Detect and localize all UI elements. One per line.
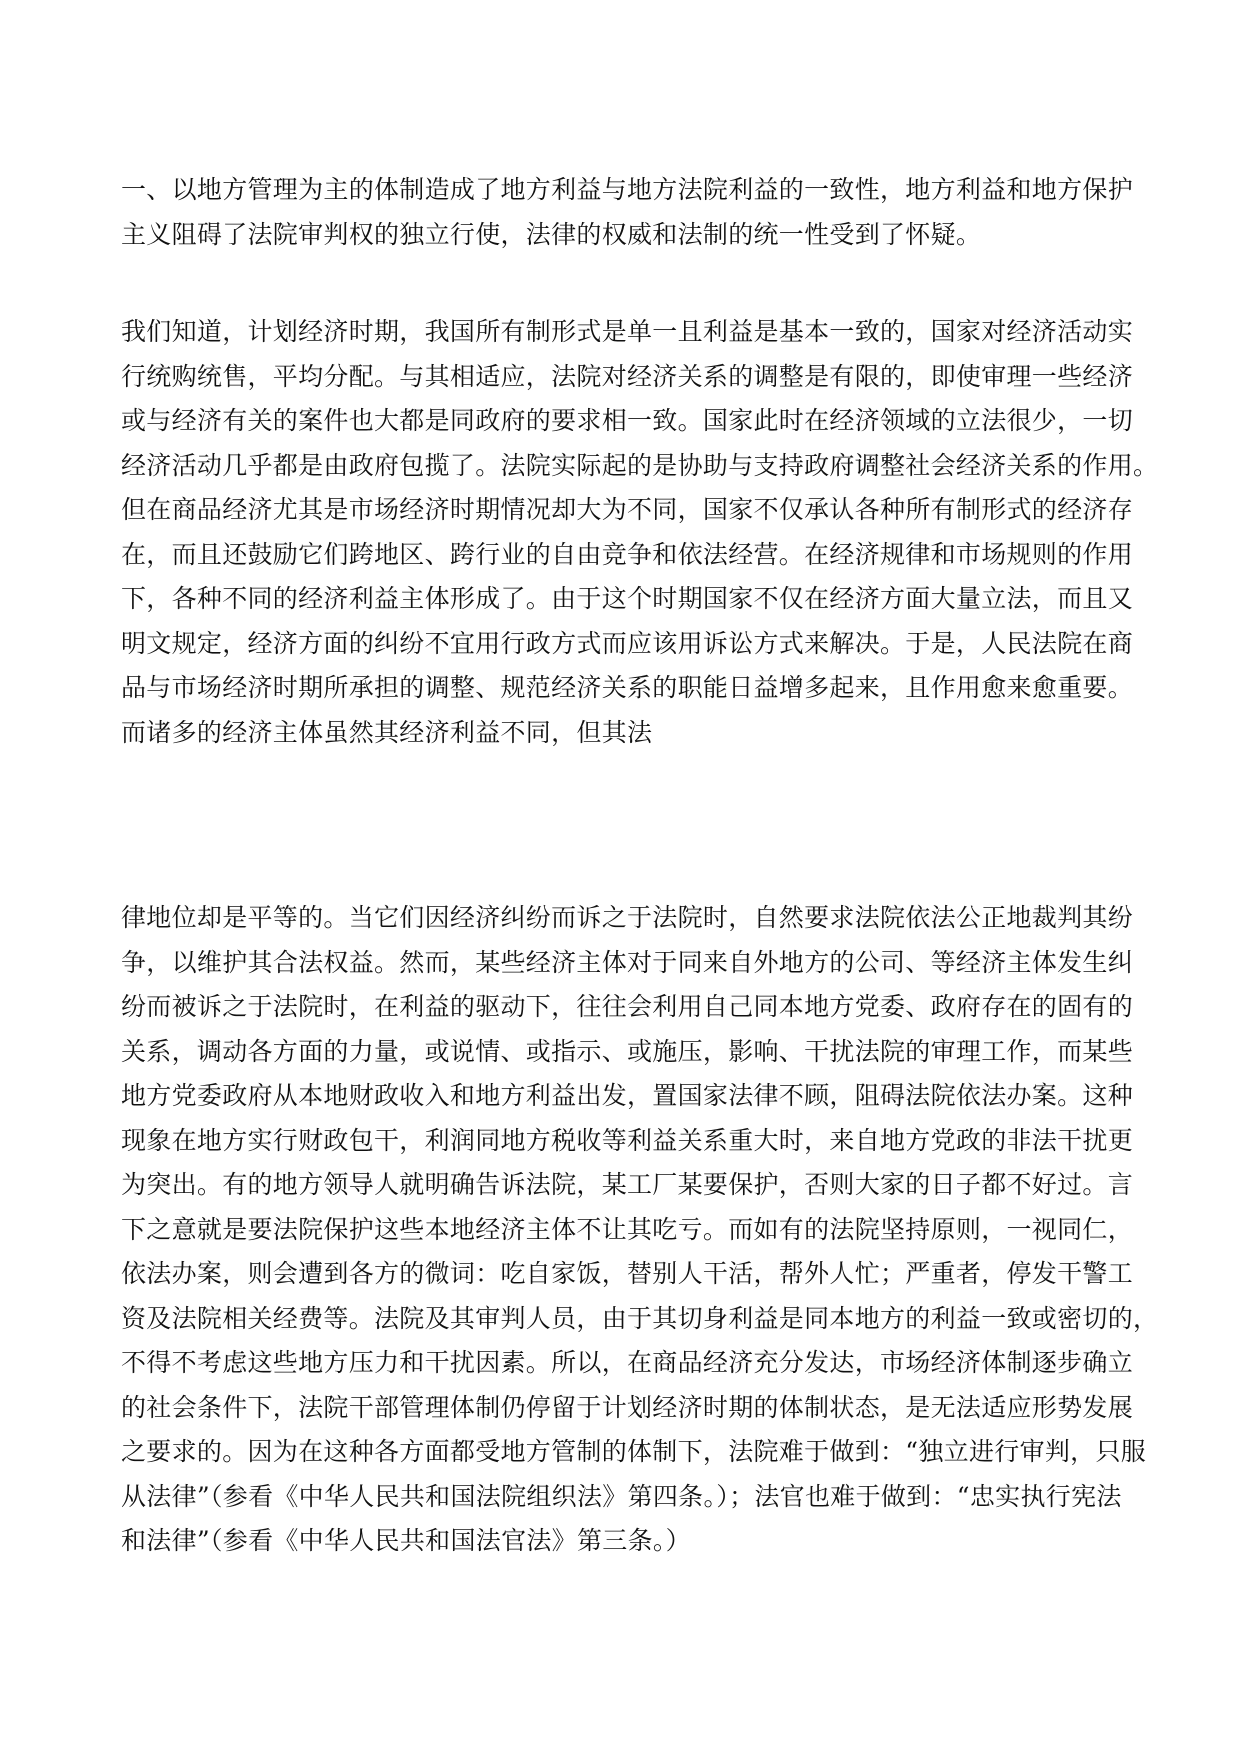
text-line: 的社会条件下，法院干部管理体制仍停留于计划经济时期的体制状态，是无法适应形势发展 <box>121 1392 1134 1422</box>
text-line: 律地位却是平等的。当它们因经济纠纷而诉之于法院时，自然要求法院依法公正地裁判其纷 <box>121 903 1134 932</box>
text-line: 和法律”（参看《中华人民共和国法官法》第三条。） <box>121 1526 691 1555</box>
paragraph-3 <box>121 896 1159 1564</box>
text-line: 下，各种不同的经济利益主体形成了。由于这个时期国家不仅在经济方面大量立法，而且又 <box>121 584 1134 613</box>
text-line: 我们知道，计划经济时期，我国所有制形式是单一且利益是基本一致的，国家对经济活动实 <box>121 317 1134 346</box>
text-line: 一、以地方管理为主的体制造成了地方利益与地方法院利益的一致性，地方利益和地方保护 <box>121 175 1134 204</box>
text-line: 资及法院相关经费等。法院及其审判人员，由于其切身利益是同本地方的利益一致或密切的， <box>121 1303 1159 1333</box>
text-line: 之要求的。因为在这种各方面都受地方管制的体制下，法院难于做到：“独立进行审判，只服 <box>121 1437 1147 1466</box>
text-line: 依法办案，则会遭到各方的微词：吃自家饭，替别人干活，帮外人忙；严重者，停发干警工 <box>121 1259 1134 1288</box>
text-line: 品与市场经济时期所承担的调整、规范经济关系的职能日益增多起来，且作用愈来愈重要。 <box>121 673 1134 702</box>
text-line: 争，以维护其合法权益。然而，某些经济主体对于同来自外地方的公司、等经济主体发生纠 <box>121 947 1134 977</box>
text-line: 为突出。有的地方领导人就明确告诉法院，某工厂某要保护，否则大家的日子都不好过。言 <box>121 1170 1134 1199</box>
text-line: 纷而被诉之于法院时，在利益的驱动下，往往会利用自己同本地方党委、政府存在的固有的 <box>121 992 1134 1021</box>
text-line: 行统购统售，平均分配。与其相适应，法院对经济关系的调整是有限的，即使审理一些经济 <box>121 361 1134 391</box>
text-line: 现象在地方实行财政包干，利润同地方税收等利益关系重大时，来自地方党政的非法干扰更 <box>121 1125 1134 1155</box>
paragraph-1 <box>121 168 1134 257</box>
text-line: 而诸多的经济主体虽然其经济利益不同，但其法 <box>121 717 653 747</box>
text-line: 明文规定，经济方面的纠纷不宜用行政方式而应该用诉讼方式来解决。于是，人民法院在商 <box>121 628 1134 658</box>
paragraph-2 <box>121 310 1159 755</box>
text-line: 关系，调动各方面的力量，或说情、或指示、或施压，影响、干扰法院的审理工作，而某些 <box>121 1036 1134 1066</box>
text-line: 从法律”（参看《中华人民共和国法院组织法》第四条。）；法官也难于做到：“忠实执行宪法 <box>121 1481 1122 1511</box>
text-line: 主义阻碍了法院审判权的独立行使，法律的权威和法制的统一性受到了怀疑。 <box>121 219 982 249</box>
text-line: 地方党委政府从本地财政收入和地方利益出发，置国家法律不顾，阻碍法院依法办案。这种 <box>121 1081 1134 1110</box>
text-line: 或与经济有关的案件也大都是同政府的要求相一致。国家此时在经济领域的立法很少，一切 <box>121 406 1134 435</box>
text-line: 但在商品经济尤其是市场经济时期情况却大为不同，国家不仅承认各种所有制形式的经济存 <box>121 495 1134 524</box>
text-line: 经济活动几乎都是由政府包揽了。法院实际起的是协助与支持政府调整社会经济关系的作用。 <box>121 450 1159 480</box>
text-line: 不得不考虑这些地方压力和干扰因素。所以，在商品经济充分发达，市场经济体制逐步确立 <box>121 1348 1134 1377</box>
text-line: 在，而且还鼓励它们跨地区、跨行业的自由竞争和依法经营。在经济规律和市场规则的作用 <box>121 539 1134 569</box>
text-line: 下之意就是要法院保护这些本地经济主体不让其吃亏。而如有的法院坚持原则，一视同仁， <box>121 1214 1134 1244</box>
